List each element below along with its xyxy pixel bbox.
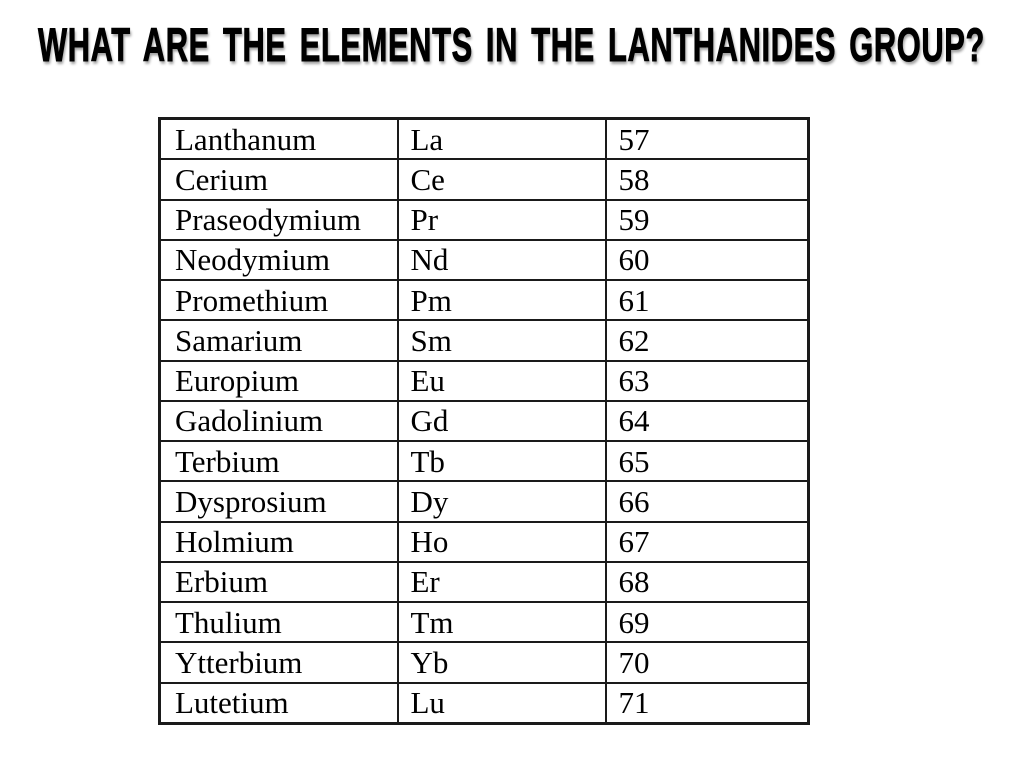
element-symbol-cell: Pm xyxy=(398,280,606,320)
atomic-number-cell: 70 xyxy=(606,642,809,682)
element-name-cell: Praseodymium xyxy=(160,200,398,240)
element-symbol-cell: Gd xyxy=(398,401,606,441)
table-row xyxy=(160,240,809,280)
atomic-number-cell: 63 xyxy=(606,361,809,401)
element-symbol-cell: Sm xyxy=(398,320,606,360)
atomic-number-cell: 59 xyxy=(606,200,809,240)
atomic-number-cell: 66 xyxy=(606,481,809,521)
element-name-cell: Cerium xyxy=(160,159,398,199)
element-symbol-cell: Yb xyxy=(398,642,606,682)
lanthanides-table-wrap xyxy=(158,117,810,725)
element-symbol-cell: La xyxy=(398,119,606,160)
table-row xyxy=(160,361,809,401)
element-name-cell: Lanthanum xyxy=(160,119,398,160)
atomic-number-cell: 67 xyxy=(606,522,809,562)
element-name-cell: Lutetium xyxy=(160,683,398,724)
element-name-cell: Europium xyxy=(160,361,398,401)
atomic-number-cell: 61 xyxy=(606,280,809,320)
table-row xyxy=(160,562,809,602)
element-name-cell: Dysprosium xyxy=(160,481,398,521)
element-symbol-cell: Pr xyxy=(398,200,606,240)
table-row xyxy=(160,401,809,441)
table-row xyxy=(160,481,809,521)
element-name-cell: Neodymium xyxy=(160,240,398,280)
table-row xyxy=(160,602,809,642)
atomic-number-cell: 58 xyxy=(606,159,809,199)
table-row xyxy=(160,119,809,160)
atomic-number-cell: 60 xyxy=(606,240,809,280)
atomic-number-cell: 65 xyxy=(606,441,809,481)
table-row xyxy=(160,683,809,724)
table-body xyxy=(160,119,809,724)
table-row xyxy=(160,522,809,562)
table-row xyxy=(160,320,809,360)
element-symbol-cell: Tb xyxy=(398,441,606,481)
element-symbol-cell: Tm xyxy=(398,602,606,642)
table-row xyxy=(160,159,809,199)
atomic-number-cell: 62 xyxy=(606,320,809,360)
element-name-cell: Samarium xyxy=(160,320,398,360)
element-symbol-cell: Ho xyxy=(398,522,606,562)
element-name-cell: Thulium xyxy=(160,602,398,642)
atomic-number-cell: 64 xyxy=(606,401,809,441)
element-symbol-cell: Eu xyxy=(398,361,606,401)
table-row xyxy=(160,200,809,240)
element-name-cell: Promethium xyxy=(160,280,398,320)
table-row xyxy=(160,642,809,682)
element-name-cell: Terbium xyxy=(160,441,398,481)
element-name-cell: Erbium xyxy=(160,562,398,602)
lanthanides-table xyxy=(158,117,810,725)
atomic-number-cell: 69 xyxy=(606,602,809,642)
element-name-cell: Ytterbium xyxy=(160,642,398,682)
element-name-cell: Holmium xyxy=(160,522,398,562)
slide-title: WHAT ARE THE ELEMENTS IN THE LANTHANIDES GROUP? xyxy=(38,18,985,71)
element-name-cell: Gadolinium xyxy=(160,401,398,441)
element-symbol-cell: Nd xyxy=(398,240,606,280)
element-symbol-cell: Er xyxy=(398,562,606,602)
element-symbol-cell: Ce xyxy=(398,159,606,199)
element-symbol-cell: Dy xyxy=(398,481,606,521)
element-symbol-cell: Lu xyxy=(398,683,606,724)
atomic-number-cell: 71 xyxy=(606,683,809,724)
atomic-number-cell: 68 xyxy=(606,562,809,602)
table-row xyxy=(160,280,809,320)
table-row xyxy=(160,441,809,481)
atomic-number-cell: 57 xyxy=(606,119,809,160)
